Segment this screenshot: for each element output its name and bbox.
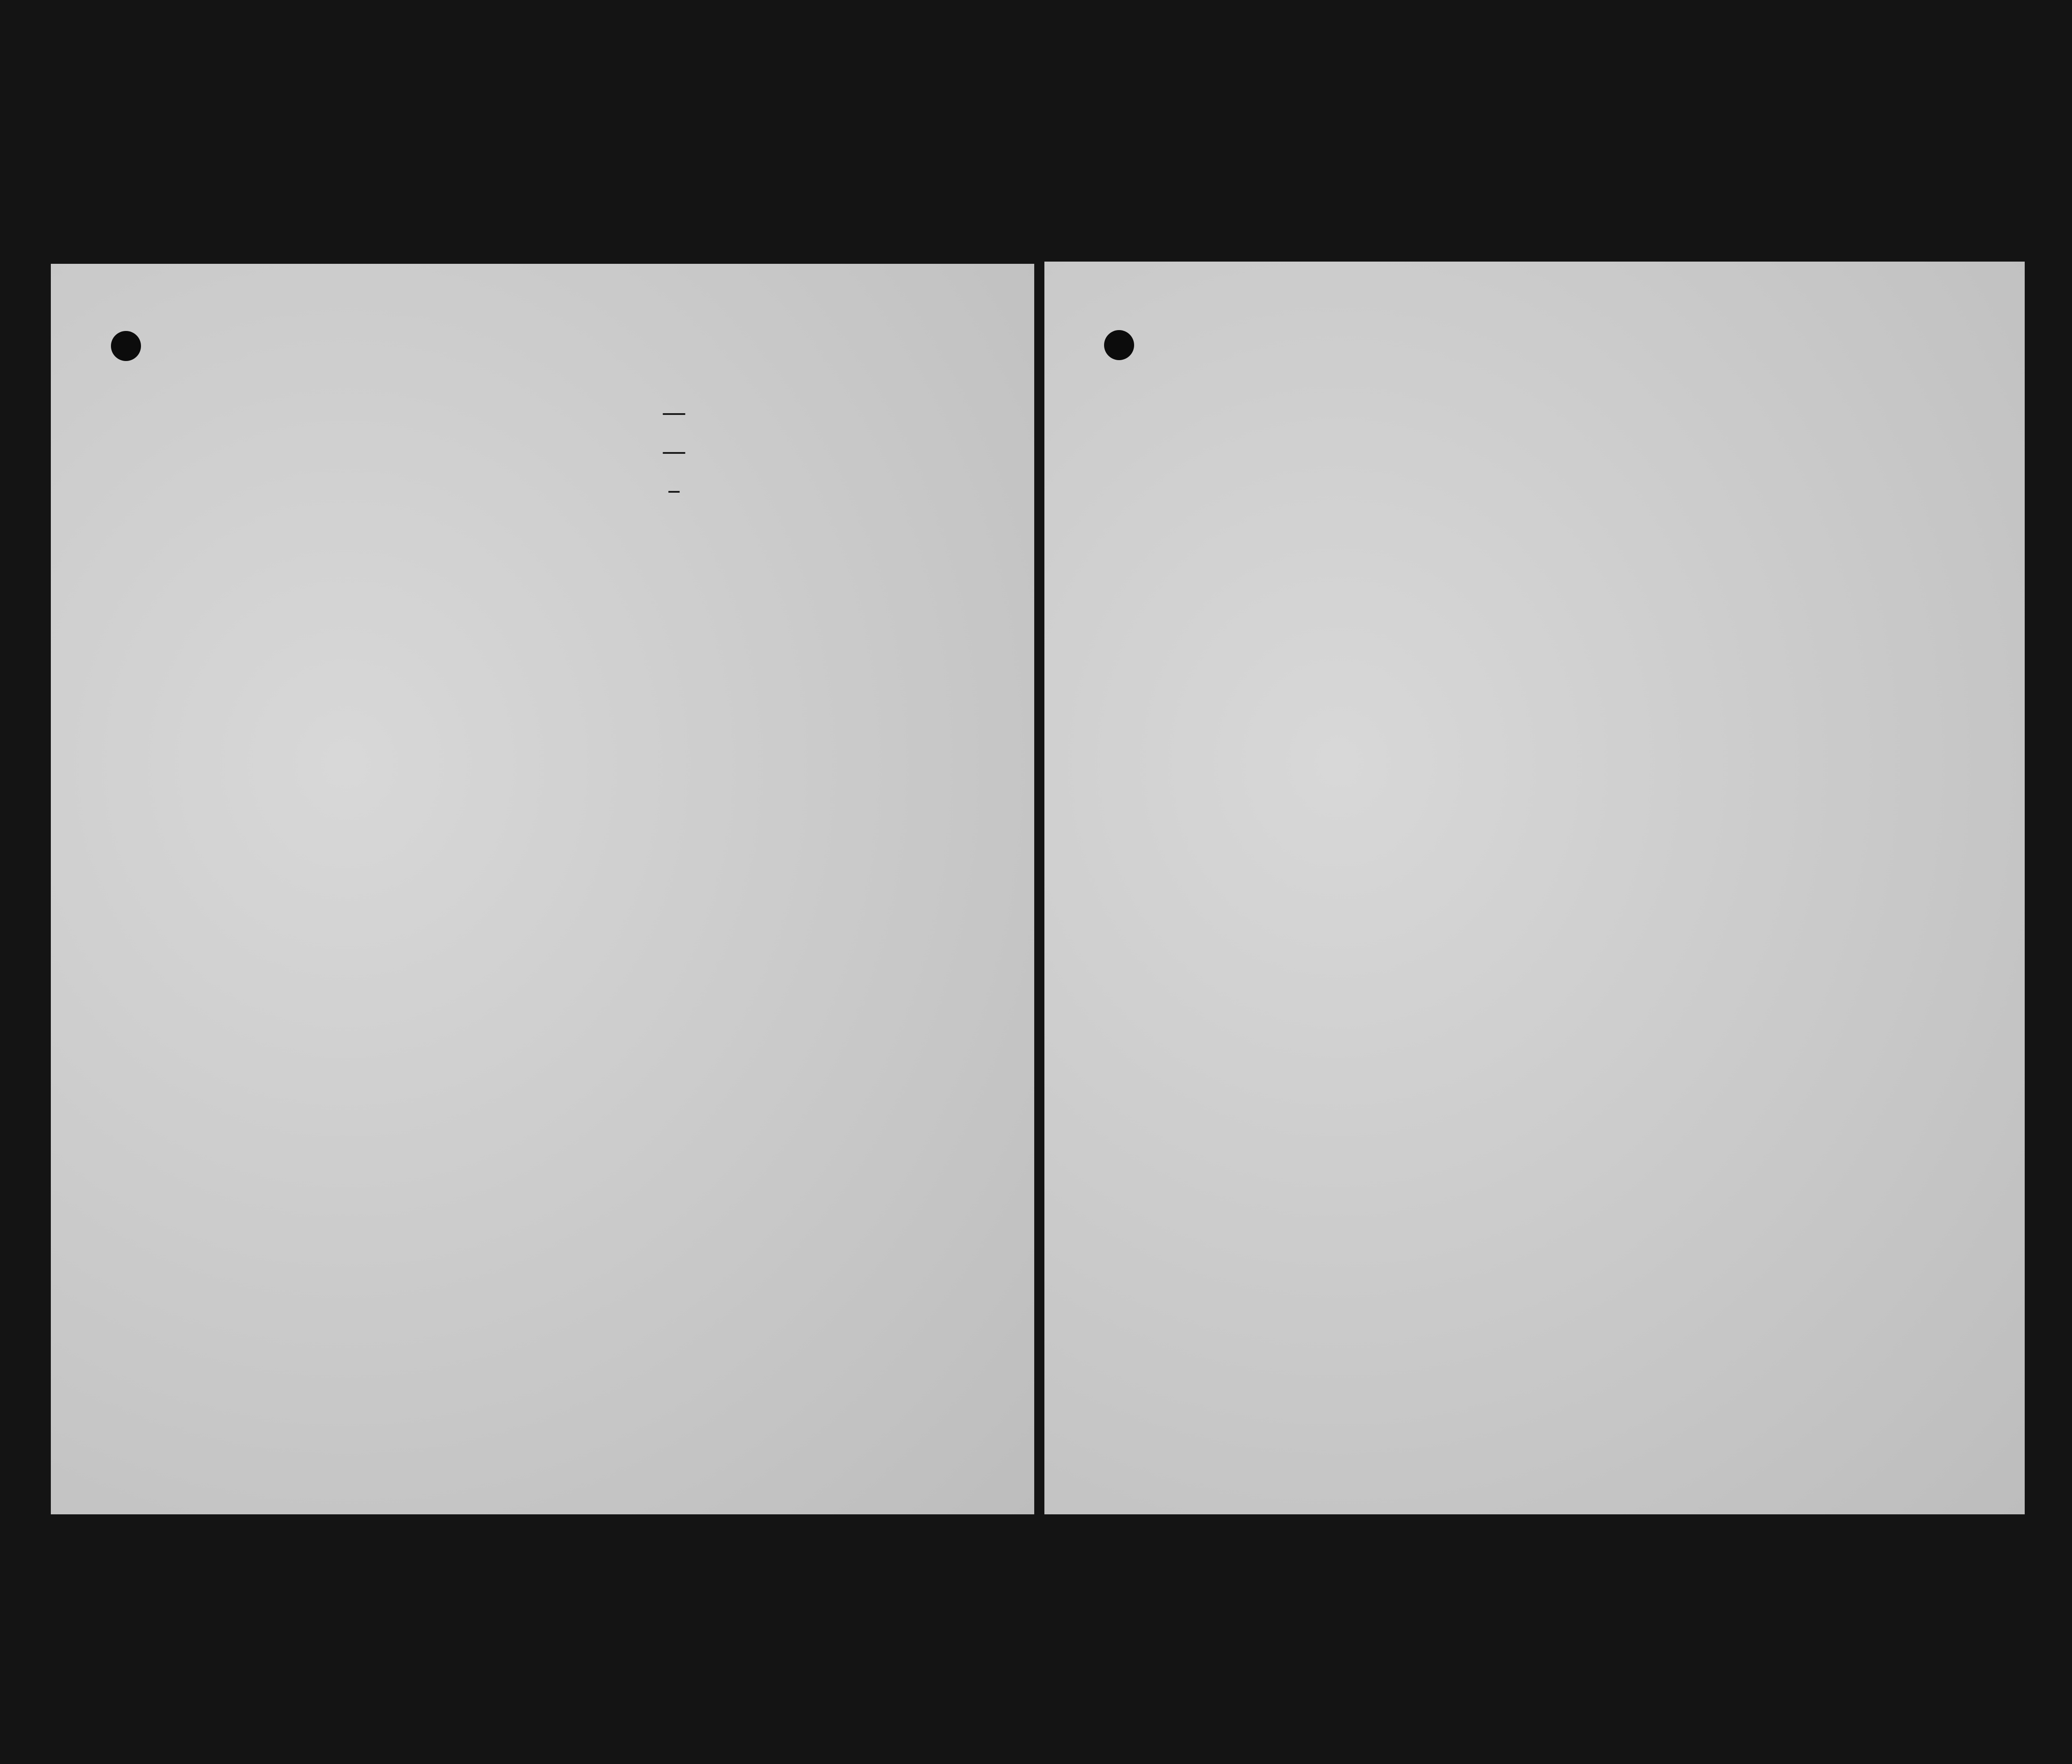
right-page [1044, 262, 2025, 1514]
header-hourly [1933, 490, 1955, 646]
header-hourly [910, 374, 933, 530]
left-page [51, 264, 1034, 1514]
header-employees [663, 376, 686, 493]
header-employees [1657, 463, 1679, 579]
punch-hole [1104, 330, 1134, 360]
punch-hole [111, 331, 141, 361]
header-salary [1816, 490, 1838, 646]
header-salary [793, 376, 816, 532]
